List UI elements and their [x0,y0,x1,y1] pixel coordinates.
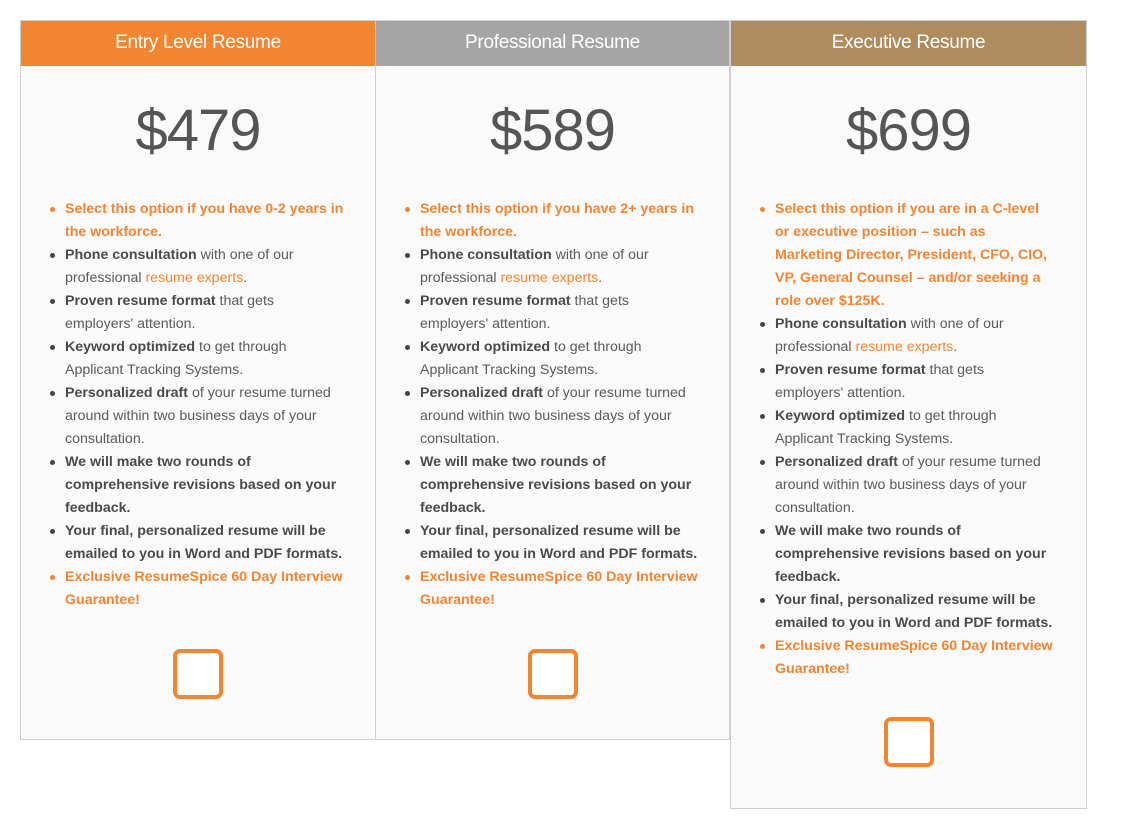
plan-price: $589 [489,98,616,163]
feature-item-keyword: Keyword optimized to get through Applicant Tracking Systems. [65,336,345,382]
feature-item-draft: Personalized draft of your resume turned around within two business days of your consultation. [420,382,699,451]
feature-item-format: Proven resume format that gets employers' attention. [775,359,1056,405]
resume-experts-link[interactable]: resume experts [855,339,954,355]
feature-item-intro: Select this option if you have 0-2 years in the workforce. [65,198,345,244]
feature-item-phone: Phone consultation with one of our professional resume experts. [775,313,1056,359]
feature-item-draft: Personalized draft of your resume turned around within two business days of your consultation. [775,451,1056,520]
plan-price: $699 [845,98,972,163]
feature-item-final: Your final, personalized resume will be emailed to you in Word and PDF formats. [775,589,1056,635]
feature-list [376,198,729,612]
select-plan-checkbox[interactable] [528,649,578,699]
feature-list [731,198,1086,681]
feature-item-phone: Phone consultation with one of our professional resume experts. [420,244,699,290]
feature-item-format: Proven resume format that gets employers' attention. [420,290,699,336]
feature-item-intro: Select this option if you are in a C-level or executive position – such as Marketing Director, President, CFO, CIO, VP, General Counsel – and/or seeking a role over $125K. [775,198,1056,313]
plan-card-professional [375,20,730,740]
plan-price: $479 [135,98,261,163]
feature-item-guarantee: Exclusive ResumeSpice 60 Day Interview Guarantee! [775,635,1056,681]
select-plan-checkbox[interactable] [173,649,223,699]
feature-item-phone: Phone consultation with one of our professional resume experts. [65,244,345,290]
plan-title: Entry Level Resume [21,21,375,66]
select-plan-checkbox[interactable] [884,717,934,767]
resume-experts-link[interactable]: resume experts [500,270,599,286]
feature-item-revisions: We will make two rounds of comprehensive revisions based on your feedback. [420,451,699,520]
feature-item-revisions: We will make two rounds of comprehensive revisions based on your feedback. [65,451,345,520]
plan-title: Professional Resume [376,21,729,66]
feature-item-keyword: Keyword optimized to get through Applicant Tracking Systems. [775,405,1056,451]
feature-item-guarantee: Exclusive ResumeSpice 60 Day Interview Guarantee! [65,566,345,612]
feature-item-final: Your final, personalized resume will be emailed to you in Word and PDF formats. [65,520,345,566]
feature-item-draft: Personalized draft of your resume turned around within two business days of your consultation. [65,382,345,451]
feature-item-revisions: We will make two rounds of comprehensive revisions based on your feedback. [775,520,1056,589]
feature-item-keyword: Keyword optimized to get through Applicant Tracking Systems. [420,336,699,382]
resume-experts-link[interactable]: resume experts [145,270,244,286]
feature-item-intro: Select this option if you have 2+ years in the workforce. [420,198,699,244]
feature-item-format: Proven resume format that gets employers' attention. [65,290,345,336]
feature-item-final: Your final, personalized resume will be emailed to you in Word and PDF formats. [420,520,699,566]
feature-list [21,198,375,612]
plan-card-entry-level [20,20,375,740]
plan-card-executive [730,20,1087,809]
feature-item-guarantee: Exclusive ResumeSpice 60 Day Interview Guarantee! [420,566,699,612]
plan-title: Executive Resume [731,21,1086,66]
